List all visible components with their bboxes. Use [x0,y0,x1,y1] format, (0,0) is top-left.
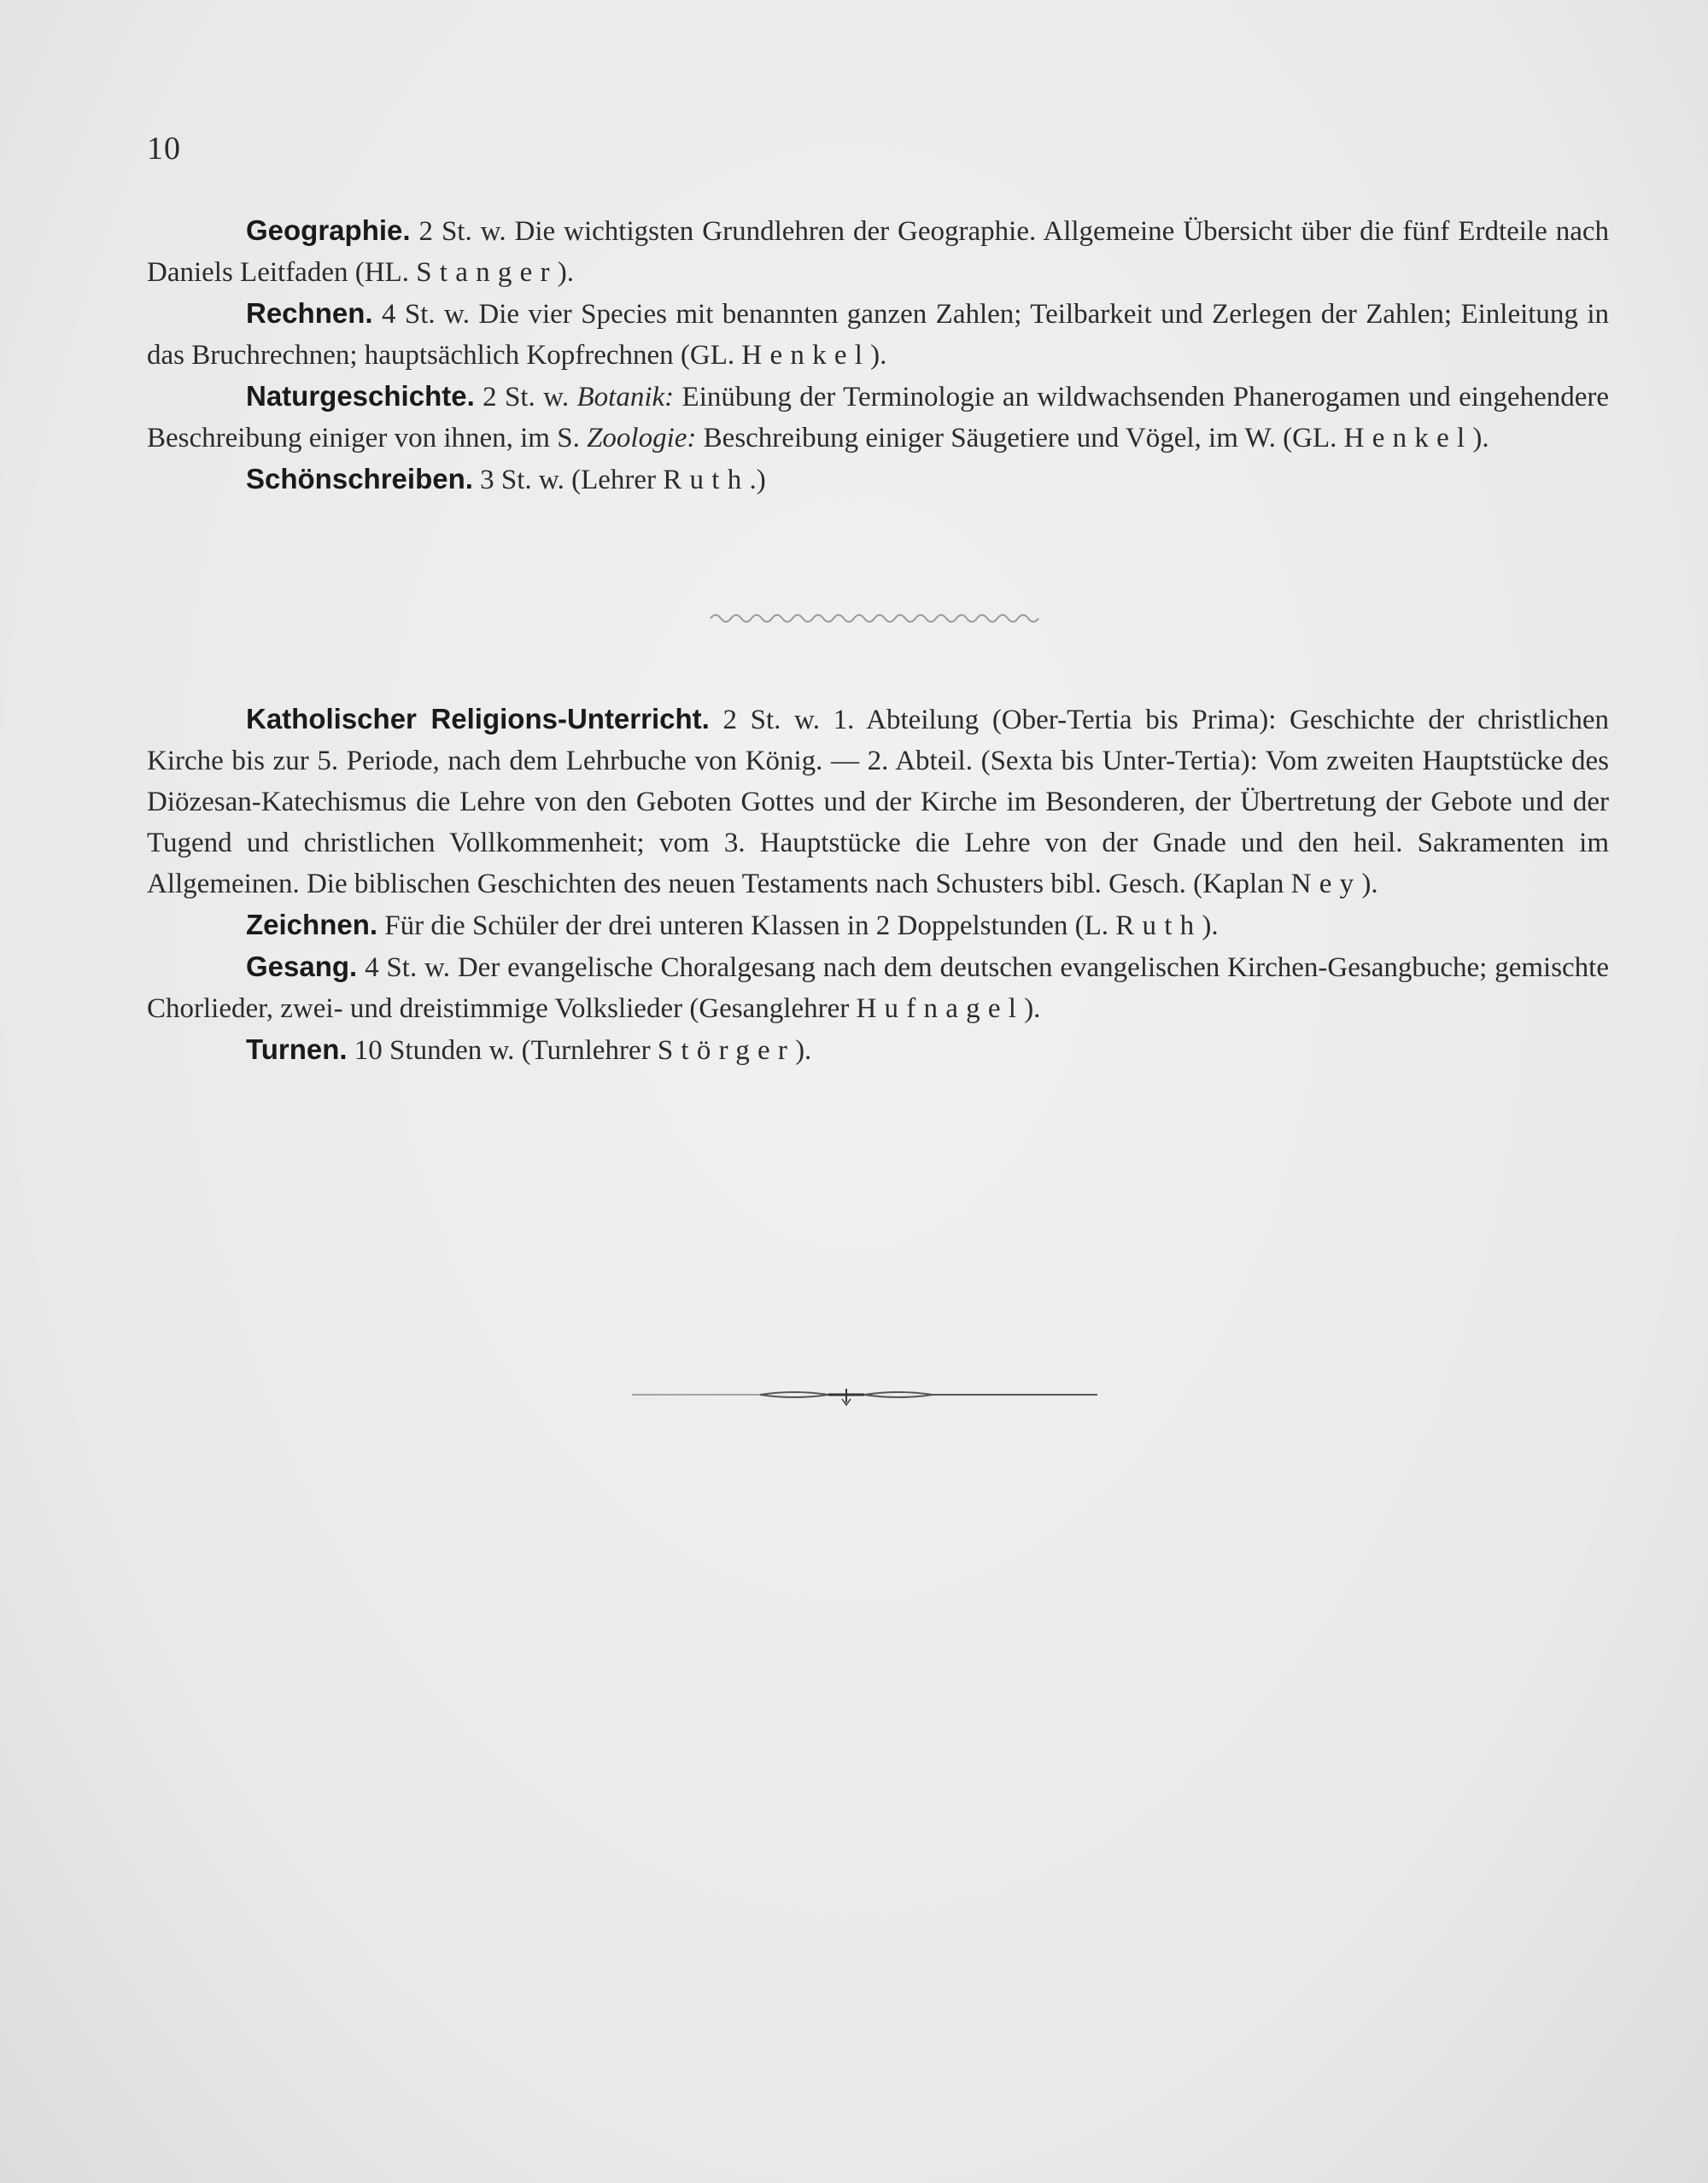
teacher-name: Hufnagel [856,993,1025,1024]
subject-heading: Gesang. [246,951,358,982]
subject-heading: Geographie. [246,214,411,246]
subject-paragraph-religion: Katholischer Religions-Unterricht. 2 St. w. 1. Abteilung (Ober-Tertia bis Prima): Geschichte der christlichen Kirche bis zur 5. Periode, nach dem Lehrbuche von König. — 2. Abteil. (Sexta bis Unter-Tertia): Vom zweiten Hauptstücke des Diözesan-Katechismus die Lehre von den Geboten Gottes und der Kirche im Besonderen, der Übertretung der Gebote und der Tugend und christlichen Vollkommenheit; vom 3. Hauptstücke die Lehre von der Gnade und den heil. Sakramenten im Allgemeinen. Die biblischen Geschichten des neuen Testaments nach Schusters bibl. Gesch. (Kaplan Ney). [147,703,1609,899]
topic-label: Zoologie: [587,423,697,454]
subject-heading: Schönschreiben. [246,463,473,495]
subject-paragraph-turnen: Turnen. 10 Stunden w. (Turnlehrer Störger). [246,1033,812,1066]
subject-heading: Rechnen. [246,297,373,329]
teacher-name: Stanger [416,257,558,288]
curriculum-section-upper [147,210,1609,500]
subject-paragraph-naturgeschichte: Naturgeschichte. 2 St. w. Botanik: Einübung der Terminologie an wildwachsenden Phanerogamen und eingehendere Beschreibung einiger von ihnen, im S. Zoologie: Beschreibung einiger Säugetiere und Vögel, im W. (GL. Henkel). [147,380,1609,454]
subject-heading: Turnen. [246,1033,348,1065]
subject-paragraph-rechnen: Rechnen. 4 St. w. Die vier Species mit benannten ganzen Zahlen; Teilbarkeit und Zerlegen der Zahlen; Einleitung in das Bruchrechnen; hauptsächlich Kopfrechnen (GL. Henkel). [147,297,1609,371]
teacher-name: Henkel [1343,423,1473,454]
teacher-name: Ruth [1115,910,1202,941]
page-number: 10 [147,131,181,167]
ornament-rule-icon [632,1382,1097,1408]
topic-label: Botanik: [576,382,675,413]
wavy-divider-icon [709,606,1042,627]
subject-heading: Naturgeschichte. [246,380,475,412]
subject-heading: Zeichnen. [246,909,378,940]
subject-paragraph-zeichnen: Zeichnen. Für die Schüler der drei unteren Klassen in 2 Doppelstunden (L. Ruth). [246,909,1219,941]
subject-paragraph-schoenschreiben: Schönschreiben. 3 St. w. (Lehrer Ruth.) [246,463,766,495]
teacher-name: Henkel [741,340,871,371]
subject-paragraph-gesang: Gesang. 4 St. w. Der evangelische Choralgesang nach dem deutschen evangelischen Kirchen-Gesangbuche; gemischte Chorlieder, zwei- und dreistimmige Volkslieder (Gesanglehrer Hufnagel). [147,951,1609,1024]
subject-heading: Katholischer Religions-Unterricht. [246,703,710,734]
subject-paragraph-geographie: Geographie. 2 St. w. Die wichtigsten Grundlehren der Geographie. Allgemeine Übersicht über die fünf Erdteile nach Daniels Leitfaden (HL. Stanger). [147,214,1609,288]
curriculum-section-lower [147,699,1609,1071]
teacher-name: Störger [657,1035,796,1066]
teacher-name: Ruth [663,465,750,495]
teacher-name: Ney [1290,869,1362,899]
